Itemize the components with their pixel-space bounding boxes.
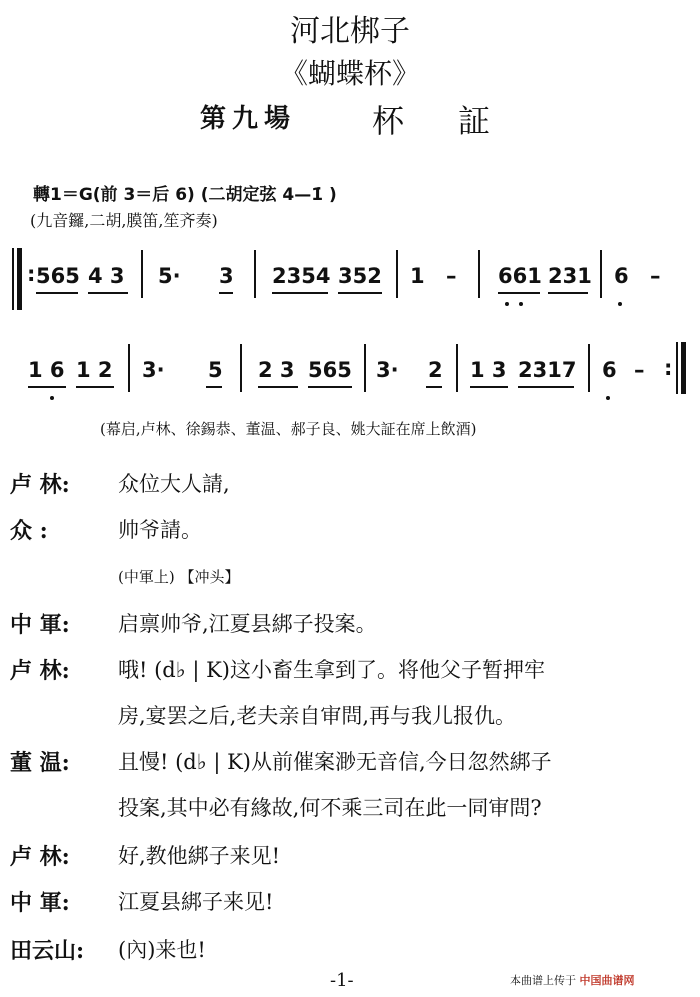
- note-group: 1 2: [76, 358, 113, 382]
- note: 3·: [376, 358, 399, 382]
- bar: [588, 344, 590, 392]
- low-dot: [618, 302, 622, 306]
- beam: [28, 386, 66, 388]
- speaker: 卢 林:: [10, 844, 70, 870]
- note-group: 2317: [518, 358, 577, 382]
- dialogue-line: 哦! (d♭ | K)这小畜生拿到了。将他父子暂押牢: [118, 658, 545, 682]
- source-note: [510, 972, 635, 988]
- end-repeat-bar: [681, 342, 686, 394]
- bar: [141, 250, 143, 298]
- dialogue-line: 投案,其中必有緣故,何不乘三司在此一同审問?: [118, 796, 542, 820]
- note: 6: [602, 358, 617, 382]
- note: 6: [614, 264, 629, 288]
- speaker: 中 軍:: [10, 612, 70, 638]
- beam: [308, 386, 352, 388]
- note: 1: [410, 264, 425, 288]
- dialogue-line: 江夏县綁子来见!: [118, 890, 274, 914]
- note: 2: [428, 358, 443, 382]
- note: 5·: [158, 264, 181, 288]
- stage-cue: (中軍上) 【冲头】: [118, 568, 240, 586]
- stage-direction: (幕启,卢林、徐錫恭、董温、郝子良、姚大証在席上飲酒): [100, 420, 477, 438]
- bar: [396, 250, 398, 298]
- note-group: 352: [338, 264, 382, 288]
- speaker: 卢 林:: [10, 472, 70, 498]
- beam: [36, 292, 78, 294]
- note: 5: [208, 358, 223, 382]
- note-group: 565: [36, 264, 80, 288]
- bar: [240, 344, 242, 392]
- bar: [600, 250, 602, 298]
- speaker: 中 軍:: [10, 890, 70, 916]
- bar: [364, 344, 366, 392]
- scene-name: 杯証: [372, 102, 545, 140]
- note: 3·: [142, 358, 165, 382]
- bar: [478, 250, 480, 298]
- bar: [254, 250, 256, 298]
- beam: [426, 386, 442, 388]
- note-group: 1 6: [28, 358, 65, 382]
- dash: –: [446, 264, 457, 288]
- end-bar: [676, 342, 678, 394]
- beam: [498, 292, 540, 294]
- beam: [338, 292, 382, 294]
- note-group: 565: [308, 358, 352, 382]
- repeat-dots: :: [664, 356, 673, 380]
- beam: [206, 386, 222, 388]
- dialogue-line: 帅爷請。: [118, 518, 202, 542]
- beam: [470, 386, 508, 388]
- low-dot: [50, 396, 54, 400]
- dialogue-line: 好,教他綁子来见!: [118, 844, 281, 868]
- start-bar: [12, 248, 14, 310]
- low-dot: [505, 302, 509, 306]
- source-label: 本曲谱上传于: [510, 974, 576, 987]
- note-group: 1 3: [470, 358, 507, 382]
- dialogue-line: 且慢! (d♭ | K)从前催案渺无音信,今日忽然綁子: [118, 750, 552, 774]
- beam: [518, 386, 574, 388]
- site-logo[interactable]: 中国曲谱网: [579, 974, 635, 987]
- dialogue-line: 众位大人請,: [118, 472, 230, 496]
- page-title: 河北梆子: [290, 14, 410, 49]
- opera-title: 《蝴蝶杯》: [279, 57, 420, 90]
- dash: –: [650, 264, 661, 288]
- beam: [548, 292, 588, 294]
- instrumentation: (九音鑼,二胡,膜笛,笙齐奏): [30, 211, 218, 230]
- note-group: 4 3: [88, 264, 125, 288]
- beam: [76, 386, 114, 388]
- note-group: 661: [498, 264, 542, 288]
- low-dot: [606, 396, 610, 400]
- start-repeat-bar: [17, 248, 22, 310]
- note-group: 2354: [272, 264, 331, 288]
- key-signature: 轉1＝G(前 3＝后 6) (二胡定弦 4—1̇ ): [33, 185, 337, 205]
- speaker: 众 :: [10, 518, 48, 544]
- scene-number: 第九場: [200, 104, 297, 134]
- beam: [88, 292, 128, 294]
- dash: –: [634, 358, 645, 382]
- dialogue-line: (內)来也!: [118, 938, 206, 962]
- speaker: 卢 林:: [10, 658, 70, 684]
- low-dot: [519, 302, 523, 306]
- beam: [272, 292, 328, 294]
- note-group: 2 3: [258, 358, 295, 382]
- page-number: -1-: [330, 970, 354, 991]
- speaker: 田云山:: [10, 938, 85, 964]
- bar: [456, 344, 458, 392]
- note: 3: [219, 264, 234, 288]
- note-group: 231: [548, 264, 592, 288]
- repeat-dots: :: [27, 262, 36, 286]
- dialogue-line: 启禀帅爷,江夏县綁子投案。: [118, 612, 377, 636]
- beam: [219, 292, 233, 294]
- speaker: 董 温:: [10, 750, 70, 776]
- beam: [258, 386, 298, 388]
- bar: [128, 344, 130, 392]
- dialogue-line: 房,宴罢之后,老夫亲自审問,再与我儿报仇。: [118, 704, 517, 728]
